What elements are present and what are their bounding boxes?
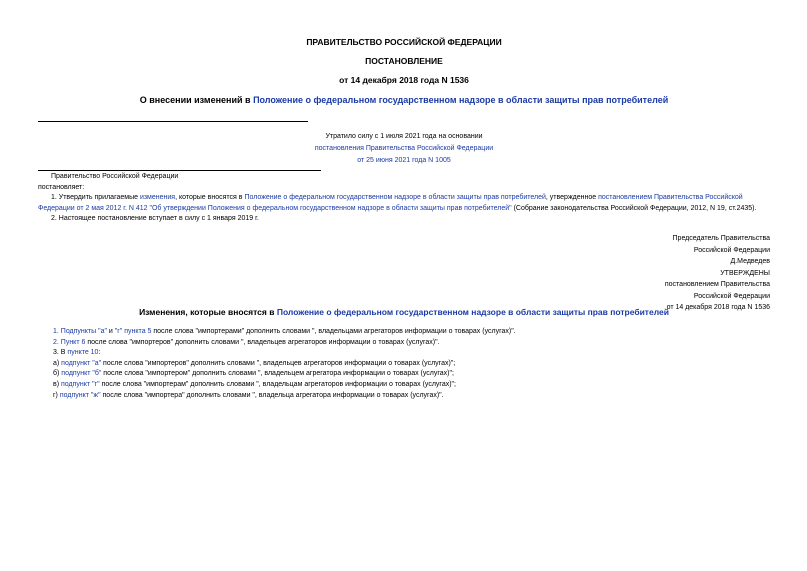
body-paragraph-2: постановляет:	[38, 183, 85, 191]
change7-prefix: г)	[53, 391, 60, 399]
change4-prefix: а)	[53, 359, 62, 367]
change2-text: после слова "импортеров" дополнить словами ", владельцев агрегаторов информации о товарах (услугах)".	[85, 338, 440, 346]
change5-prefix: б)	[53, 370, 62, 378]
change5-text: после слова "импортером" дополнить словами ", владельцем агрегатора информации о товарах (услугах)";	[101, 370, 454, 378]
change6-text: после слова "импортерам" дополнить словами ", владельцам агрегаторов информации о товарах (услугах)";	[99, 380, 456, 388]
change6-prefix: в)	[53, 380, 61, 388]
title-link[interactable]: Положение о федеральном государственном надзоре в области защиты прав потребителей	[253, 95, 669, 105]
item1-link-changes[interactable]: изменения	[139, 194, 176, 201]
change-item-4	[53, 359, 770, 370]
body-paragraph-1: Правительство Российской Федерации	[51, 173, 179, 180]
approved-line-1: УТВЕРЖДЕНЫ	[720, 269, 770, 277]
item1-text-b: , которые вносятся в	[175, 194, 245, 201]
change3-link[interactable]: пункте 10	[67, 349, 99, 357]
divider-bottom	[38, 170, 321, 171]
change-item-5	[53, 369, 770, 380]
approved-line-4: от 14 декабря 2018 года N 1536	[666, 304, 770, 311]
change1-text-b: после слова "импортерами" дополнить словами ", владельцами агрегаторов информации о товарах (услугах)".	[151, 328, 516, 335]
change-item-3	[53, 348, 770, 359]
repeal-line-1: Утратило силу с 1 июля 2021 года на основании	[325, 133, 483, 140]
change-item-7	[53, 391, 770, 402]
body-item-2: 2. Настоящее постановление вступает в силу с 1 января 2019 г.	[51, 215, 259, 222]
item1-text-a: 1. Утвердить прилагаемые	[51, 194, 140, 201]
change7-text: после слова "импортера" дополнить словами ", владельца агрегатора информации о товарах (услугах)".	[100, 391, 444, 399]
change7-link[interactable]: подпункт "ж"	[59, 391, 101, 399]
doc-type-heading: ПОСТАНОВЛЕНИЕ	[365, 56, 443, 66]
item1-link-regulation[interactable]: Положение о федеральном государственном надзоре в области защиты прав потребителей	[244, 194, 546, 201]
signature-block	[530, 233, 770, 314]
change3-text-a: 3. В	[53, 349, 68, 357]
change4-link[interactable]: подпункт "а"	[61, 359, 102, 367]
government-heading: ПРАВИТЕЛЬСТВО РОССИЙСКОЙ ФЕДЕРАЦИИ	[306, 37, 502, 47]
approved-line-2: постановлением Правительства	[664, 281, 770, 288]
body-item-1	[38, 193, 770, 214]
item1-text-c: , утвержденное	[545, 194, 599, 201]
change-item-2	[53, 338, 770, 349]
change1-text-a: и	[106, 328, 115, 335]
changes-title-prefix: Изменения, которые вносятся в	[139, 307, 277, 317]
repeal-note	[38, 131, 770, 167]
title-prefix: О внесении изменений в	[139, 95, 254, 105]
change-item-6	[53, 380, 770, 391]
item1-link-resolution[interactable]: постановлением Правительства Российской Федерации от 2 мая 2012 г. N 412 "Об утверждении Положения о федеральном государственном надзоре в области защиты прав потребителей"	[38, 194, 743, 212]
signature-line-2: Российской Федерации	[693, 246, 770, 254]
document-title	[38, 95, 770, 105]
changes-list	[53, 327, 770, 401]
signature-line-3: Д.Медведев	[730, 258, 770, 265]
repeal-link-2[interactable]: от 25 июня 2021 года N 1005	[357, 157, 451, 164]
divider-top	[38, 121, 308, 122]
change-item-1	[53, 327, 770, 338]
change1-link-g[interactable]: "г" пункта 5	[114, 328, 152, 335]
signature-line-1: Председатель Правительства	[672, 235, 770, 242]
changes-title	[38, 307, 770, 317]
approved-line-3: Российской Федерации	[693, 292, 770, 300]
change1-link-a[interactable]: 1. Подпункты "а"	[53, 328, 107, 335]
change4-text: после слова "импортеров" дополнить словами ", владельцев агрегаторов информации о товарах (услугах)";	[101, 359, 456, 367]
change5-link[interactable]: подпункт "б"	[61, 370, 102, 378]
item1-text-d: (Собрание законодательства Российской Федерации, 2012, N 19, ст.2435).	[511, 204, 757, 212]
changes-title-link[interactable]: Положение о федеральном государственном надзоре в области защиты прав потребителей	[276, 307, 669, 317]
change2-link[interactable]: 2. Пункт 6	[53, 338, 86, 346]
change6-link[interactable]: подпункт "г"	[61, 380, 100, 388]
change3-text-b: :	[98, 349, 101, 357]
date-number-heading: от 14 декабря 2018 года N 1536	[339, 75, 469, 85]
repeal-link-1[interactable]: постановления Правительства Российской Федерации	[314, 145, 494, 152]
document-body	[38, 172, 770, 225]
